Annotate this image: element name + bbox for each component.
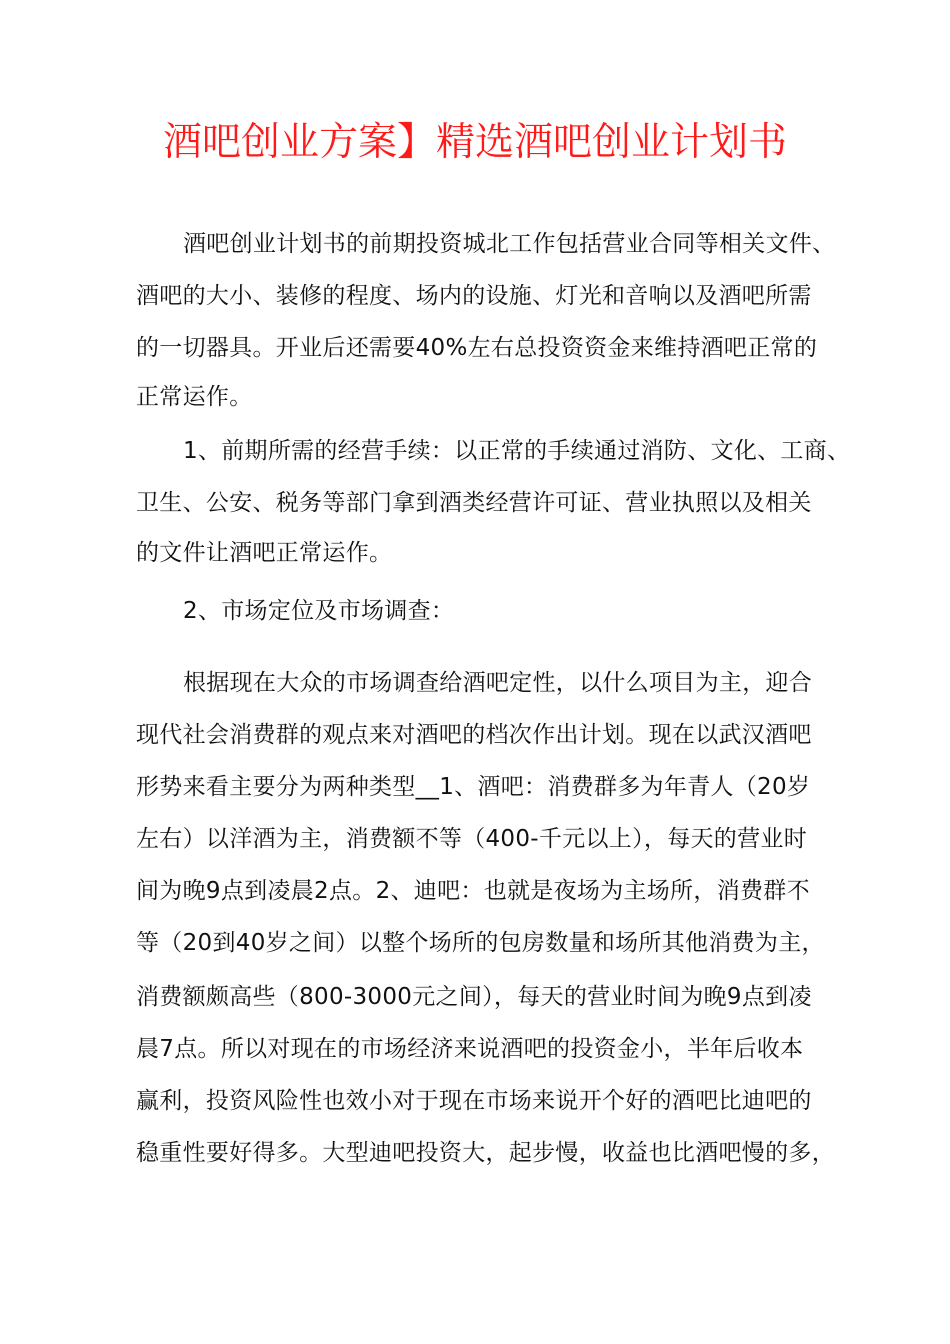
paragraph-line: 正常运作。 xyxy=(136,384,253,410)
paragraph-line: 间为晚9点到凌晨2点。2、迪吧：也就是夜场为主场所，消费群不 xyxy=(136,878,810,904)
paragraph-line: 等（20到40岁之间）以整个场所的包房数量和场所其他消费为主， xyxy=(136,930,825,956)
paragraph-line: 现代社会消费群的观点来对酒吧的档次作出计划。现在以武汉酒吧 xyxy=(136,722,812,748)
paragraph-line: 赢利，投资风险性也效小对于现在市场来说开个好的酒吧比迪吧的 xyxy=(136,1088,812,1114)
paragraph-line: 1、前期所需的经营手续：以正常的手续通过消防、文化、工商、 xyxy=(183,438,851,464)
paragraph-line: 的一切器具。开业后还需要40%左右总投资资金来维持酒吧正常的 xyxy=(136,335,818,361)
paragraph-line: 晨7点。所以对现在的市场经济来说酒吧的投资金小，半年后收本 xyxy=(136,1036,804,1062)
document-title: 酒吧创业方案】精选酒吧创业计划书 xyxy=(162,120,787,165)
paragraph-line: 卫生、公安、税务等部门拿到酒类经营许可证、营业执照以及相关 xyxy=(136,490,812,516)
paragraph-line: 左右）以洋酒为主，消费额不等（400-千元以上），每天的营业时 xyxy=(136,826,807,852)
paragraph-line: 酒吧的大小、装修的程度、场内的设施、灯光和音响以及酒吧所需 xyxy=(136,283,812,309)
paragraph-line: 根据现在大众的市场调查给酒吧定性，以什么项目为主，迎合 xyxy=(183,670,813,696)
paragraph-line: 稳重性要好得多。大型迪吧投资大，起步慢，收益也比酒吧慢的多， xyxy=(136,1140,835,1166)
paragraph-line: 酒吧创业计划书的前期投资城北工作包括营业合同等相关文件、 xyxy=(183,231,836,257)
paragraph-line: 形势来看主要分为两种类型__1、酒吧：消费群多为年青人（20岁 xyxy=(136,774,811,800)
paragraph-line: 的文件让酒吧正常运作。 xyxy=(136,540,393,566)
paragraph-line: 消费额颇高些（800-3000元之间），每天的营业时间为晚9点到凌 xyxy=(136,984,812,1010)
paragraph-line: 2、市场定位及市场调查： xyxy=(183,598,455,624)
